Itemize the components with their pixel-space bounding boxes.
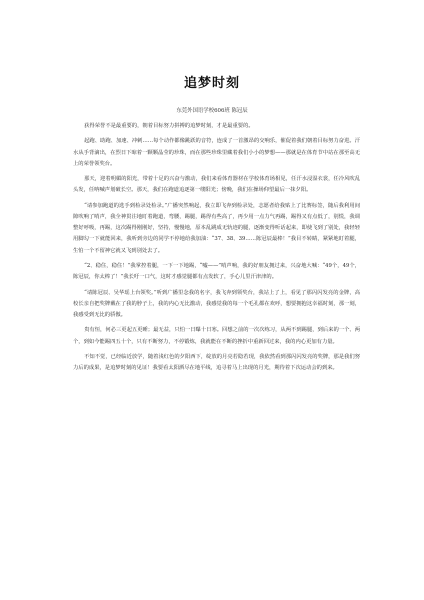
paragraph: 起跑、助跑、加速、冲刺……每个动作都像跳跃的音符，连成了一首激昂的交响乐，催促着我们朝着目标努力奋进。汗水从手背滴出，在烈日下晾着一颗颗晶莹的珍珠，而在那些珍珠里藏着我们小小的梦想——那就是在体育节中站在那至高无上的荣誉领奖台。 bbox=[73, 138, 360, 167]
paragraph: 获得荣誉不是最重要的，朝着目标努力拼搏的追梦时刻，才是最重要的。 bbox=[84, 123, 254, 129]
essay-body bbox=[73, 121, 360, 379]
paragraph: “请陈冠辰、吴华瑶上台领奖。”听到广播里念我的名字，我飞奔到领奖台，我站上了上，看见了那闪闪发亮的金牌，高校长亲自把奖牌戴在了我的脖子上，我的内心无比激动，我感觉我的每一个毛孔都在欢呼，想要拥抱这幸福时刻，那一刻，我感受到无比的骄傲。 bbox=[73, 289, 360, 318]
essay-title: 追梦时刻 bbox=[183, 76, 240, 91]
paragraph: 不知不觉，已经临近放学，随着浅红色的夕阳西下，绽放的月亮若隐若现，我依然看到那闪闪发亮的奖牌，那是我们努力后的成果，是追梦时刻的见证！我要看太阳洒尽在地平线，追寻着马上出现的月光，期待着下次运动会的到来。 bbox=[73, 353, 360, 372]
paragraph: “请参加跑道的选手到检录处检录。”广播突然响起，我立即飞奔到检录处，志愿者给我贴上了比赛标签，随后我利用间隙吹响了哨声，我全神贯注地盯着跑道，弯腰，踢腿，踢得有些高了，再少用一点力气再踢，踢得又有点低了，别慌，我调整好呼吸，再踢，这次踢得刚刚好，坚持，慢慢地，原本乱跳成无轨迹的腿，逐渐变得听话起来，即使飞到了别处，我轻轻用脚勾一下就能回来，我听到旁边的同学不停地给我加油：“37、38、39……陈冠辰最棒！”我目不转睛，紧紧地盯着腿，生怕一个不留神它就又飞到别处去了。 bbox=[73, 202, 360, 254]
paragraph: “2、稳住，稳住！”我掌控着腿，一下一下地踢，“嘘——”哨声响，我的好朋友拥过来，兴奋地大喊：“49个，49个，陈冠辰，你太棒了！”我长吁一口气，这时才感觉腿都有点发软了，手心儿里汗津津的。 bbox=[73, 262, 360, 281]
paragraph: 那天，迎着明媚的阳光，带着十足的兴奋与激动，我们来看体育器材在学校体育场相见，任汗水浸湿衣裳，任冷风吹乱头发，任呐喊声划破长空。那天，我们在跑道追逐第一缕阳光；傍晚，我们在操场仰望最后一抹夕阳。 bbox=[73, 176, 360, 194]
paragraph: 贵有恒，何必三更起五更睡；最无益，只怕一日曝十日寒。回想之前的一次次练习，从两不到踢腿，到后来的一个、两个，到如今能踢四五十个，只有不断努力，不停锻炼，我就能在不断的挫折中重新回过来，我的内心更加有力量。 bbox=[73, 327, 360, 345]
author-line: 东莞外国语学校606班 陈冠辰 bbox=[176, 108, 248, 114]
